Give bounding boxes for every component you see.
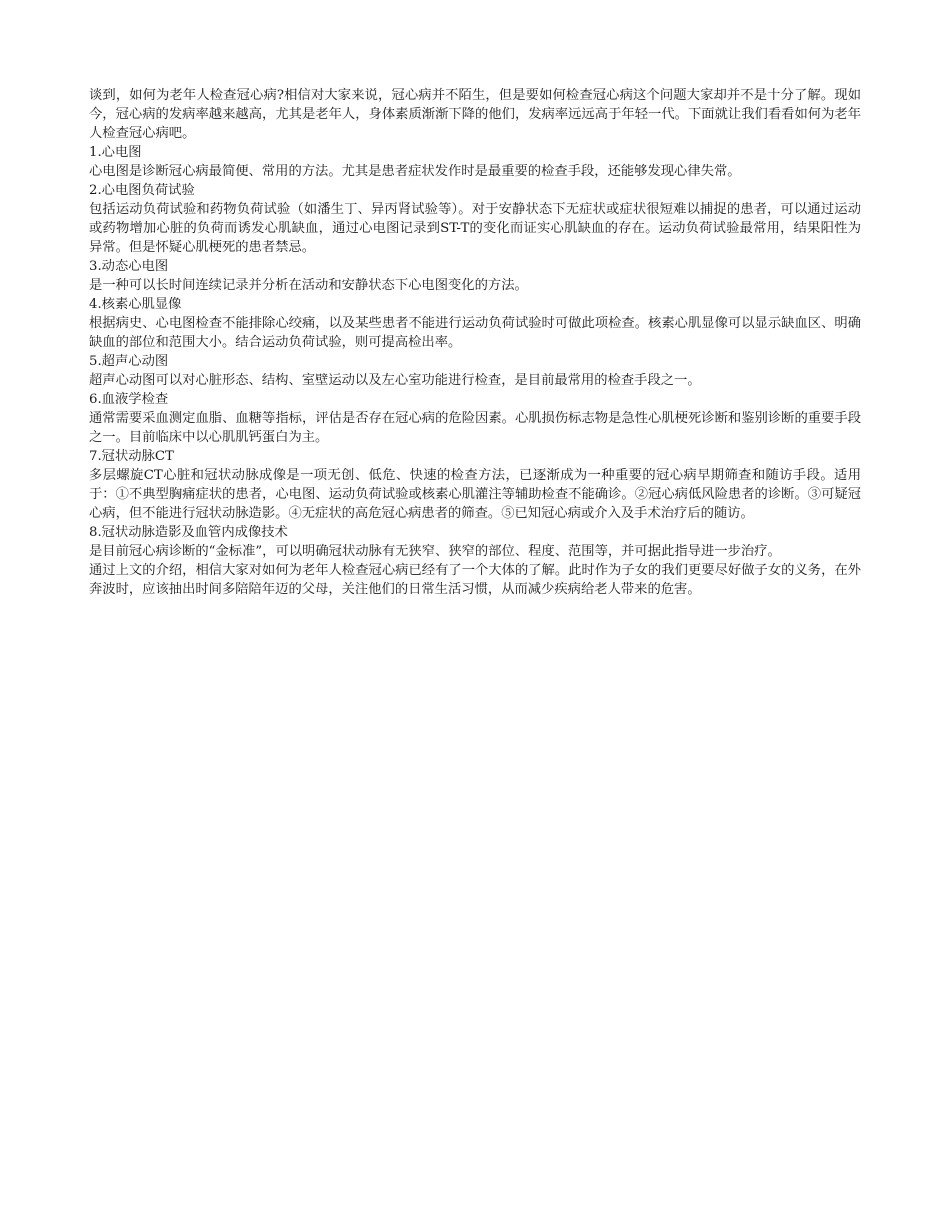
section-heading: 6.血液学检查 [89,392,169,407]
section-1 [89,143,861,181]
section-paragraph: 根据病史、心电图检查不能排除心绞痛，以及某些患者不能进行运动负荷试验时可做此项检查。核素心肌显像可以显示缺血区、明确缺血的部位和范围大小。结合运动负荷试验，则可提高检出率。 [89,316,861,350]
section-paragraph: 是一种可以长时间连续记录并分析在活动和安静状态下心电图变化的方法。 [89,278,528,293]
section-heading: 2.心电图负荷试验 [89,183,195,198]
section-heading: 5.超声心动图 [89,354,169,369]
section-5 [89,352,861,390]
section-4 [89,295,861,352]
section-3 [89,257,861,295]
section-heading: 7.冠状动脉CT [89,449,174,464]
document-body [89,86,861,599]
section-heading: 3.动态心电图 [89,259,169,274]
section-paragraph: 包括运动负荷试验和药物负荷试验（如潘生丁、异丙肾试验等）。对于安静状态下无症状或症状很短难以捕捉的患者，可以通过运动或药物增加心脏的负荷而诱发心肌缺血，通过心电图记录到ST-T的变化而证实心肌缺血的存在。运动负荷试验最常用，结果阳性为异常。但是怀疑心肌梗死的患者禁忌。 [89,202,861,255]
conclusion-paragraph: 通过上文的介绍，相信大家对如何为老年人检查冠心病已经有了一个大体的了解。此时作为子女的我们更要尽好做子女的义务，在外奔波时，应该抽出时间多陪陪年迈的父母，关注他们的日常生活习惯，从而减少疾病给老人带来的危害。 [89,563,861,597]
section-7 [89,447,861,523]
section-paragraph: 是目前冠心病诊断的“金标准”，可以明确冠状动脉有无狭窄、狭窄的部位、程度、范围等，并可据此指导进一步治疗。 [89,544,781,559]
section-2 [89,181,861,257]
section-heading: 4.核素心肌显像 [89,297,182,312]
section-paragraph: 心电图是诊断冠心病最简便、常用的方法。尤其是患者症状发作时是最重要的检查手段，还能够发现心律失常。 [89,164,741,179]
section-paragraph: 通常需要采血测定血脂、血糖等指标，评估是否存在冠心病的危险因素。心肌损伤标志物是急性心肌梗死诊断和鉴别诊断的重要手段之一。目前临床中以心肌肌钙蛋白为主。 [89,411,861,445]
section-heading: 8.冠状动脉造影及血管内成像技术 [89,525,288,540]
section-heading: 1.心电图 [89,145,142,160]
section-6 [89,390,861,447]
section-8 [89,523,861,561]
section-paragraph: 多层螺旋CT心脏和冠状动脉成像是一项无创、低危、快速的检查方法，已逐渐成为一种重要的冠心病早期筛查和随访手段。适用于：①不典型胸痛症状的患者，心电图、运动负荷试验或核素心肌灌注等辅助检查不能确诊。②冠心病低风险患者的诊断。③可疑冠心病，但不能进行冠状动脉造影。④无症状的高危冠心病患者的筛查。⑤已知冠心病或介入及手术治疗后的随访。 [89,468,861,521]
section-paragraph: 超声心动图可以对心脏形态、结构、室壁运动以及左心室功能进行检查，是目前最常用的检查手段之一。 [89,373,701,388]
intro-paragraph: 谈到，如何为老年人检查冠心病?相信对大家来说，冠心病并不陌生，但是要如何检查冠心病这个问题大家却并不是十分了解。现如今，冠心病的发病率越来越高，尤其是老年人，身体素质渐渐下降的他们，发病率远远高于年轻一代。下面就让我们看看如何为老年人检查冠心病吧。 [89,88,861,141]
